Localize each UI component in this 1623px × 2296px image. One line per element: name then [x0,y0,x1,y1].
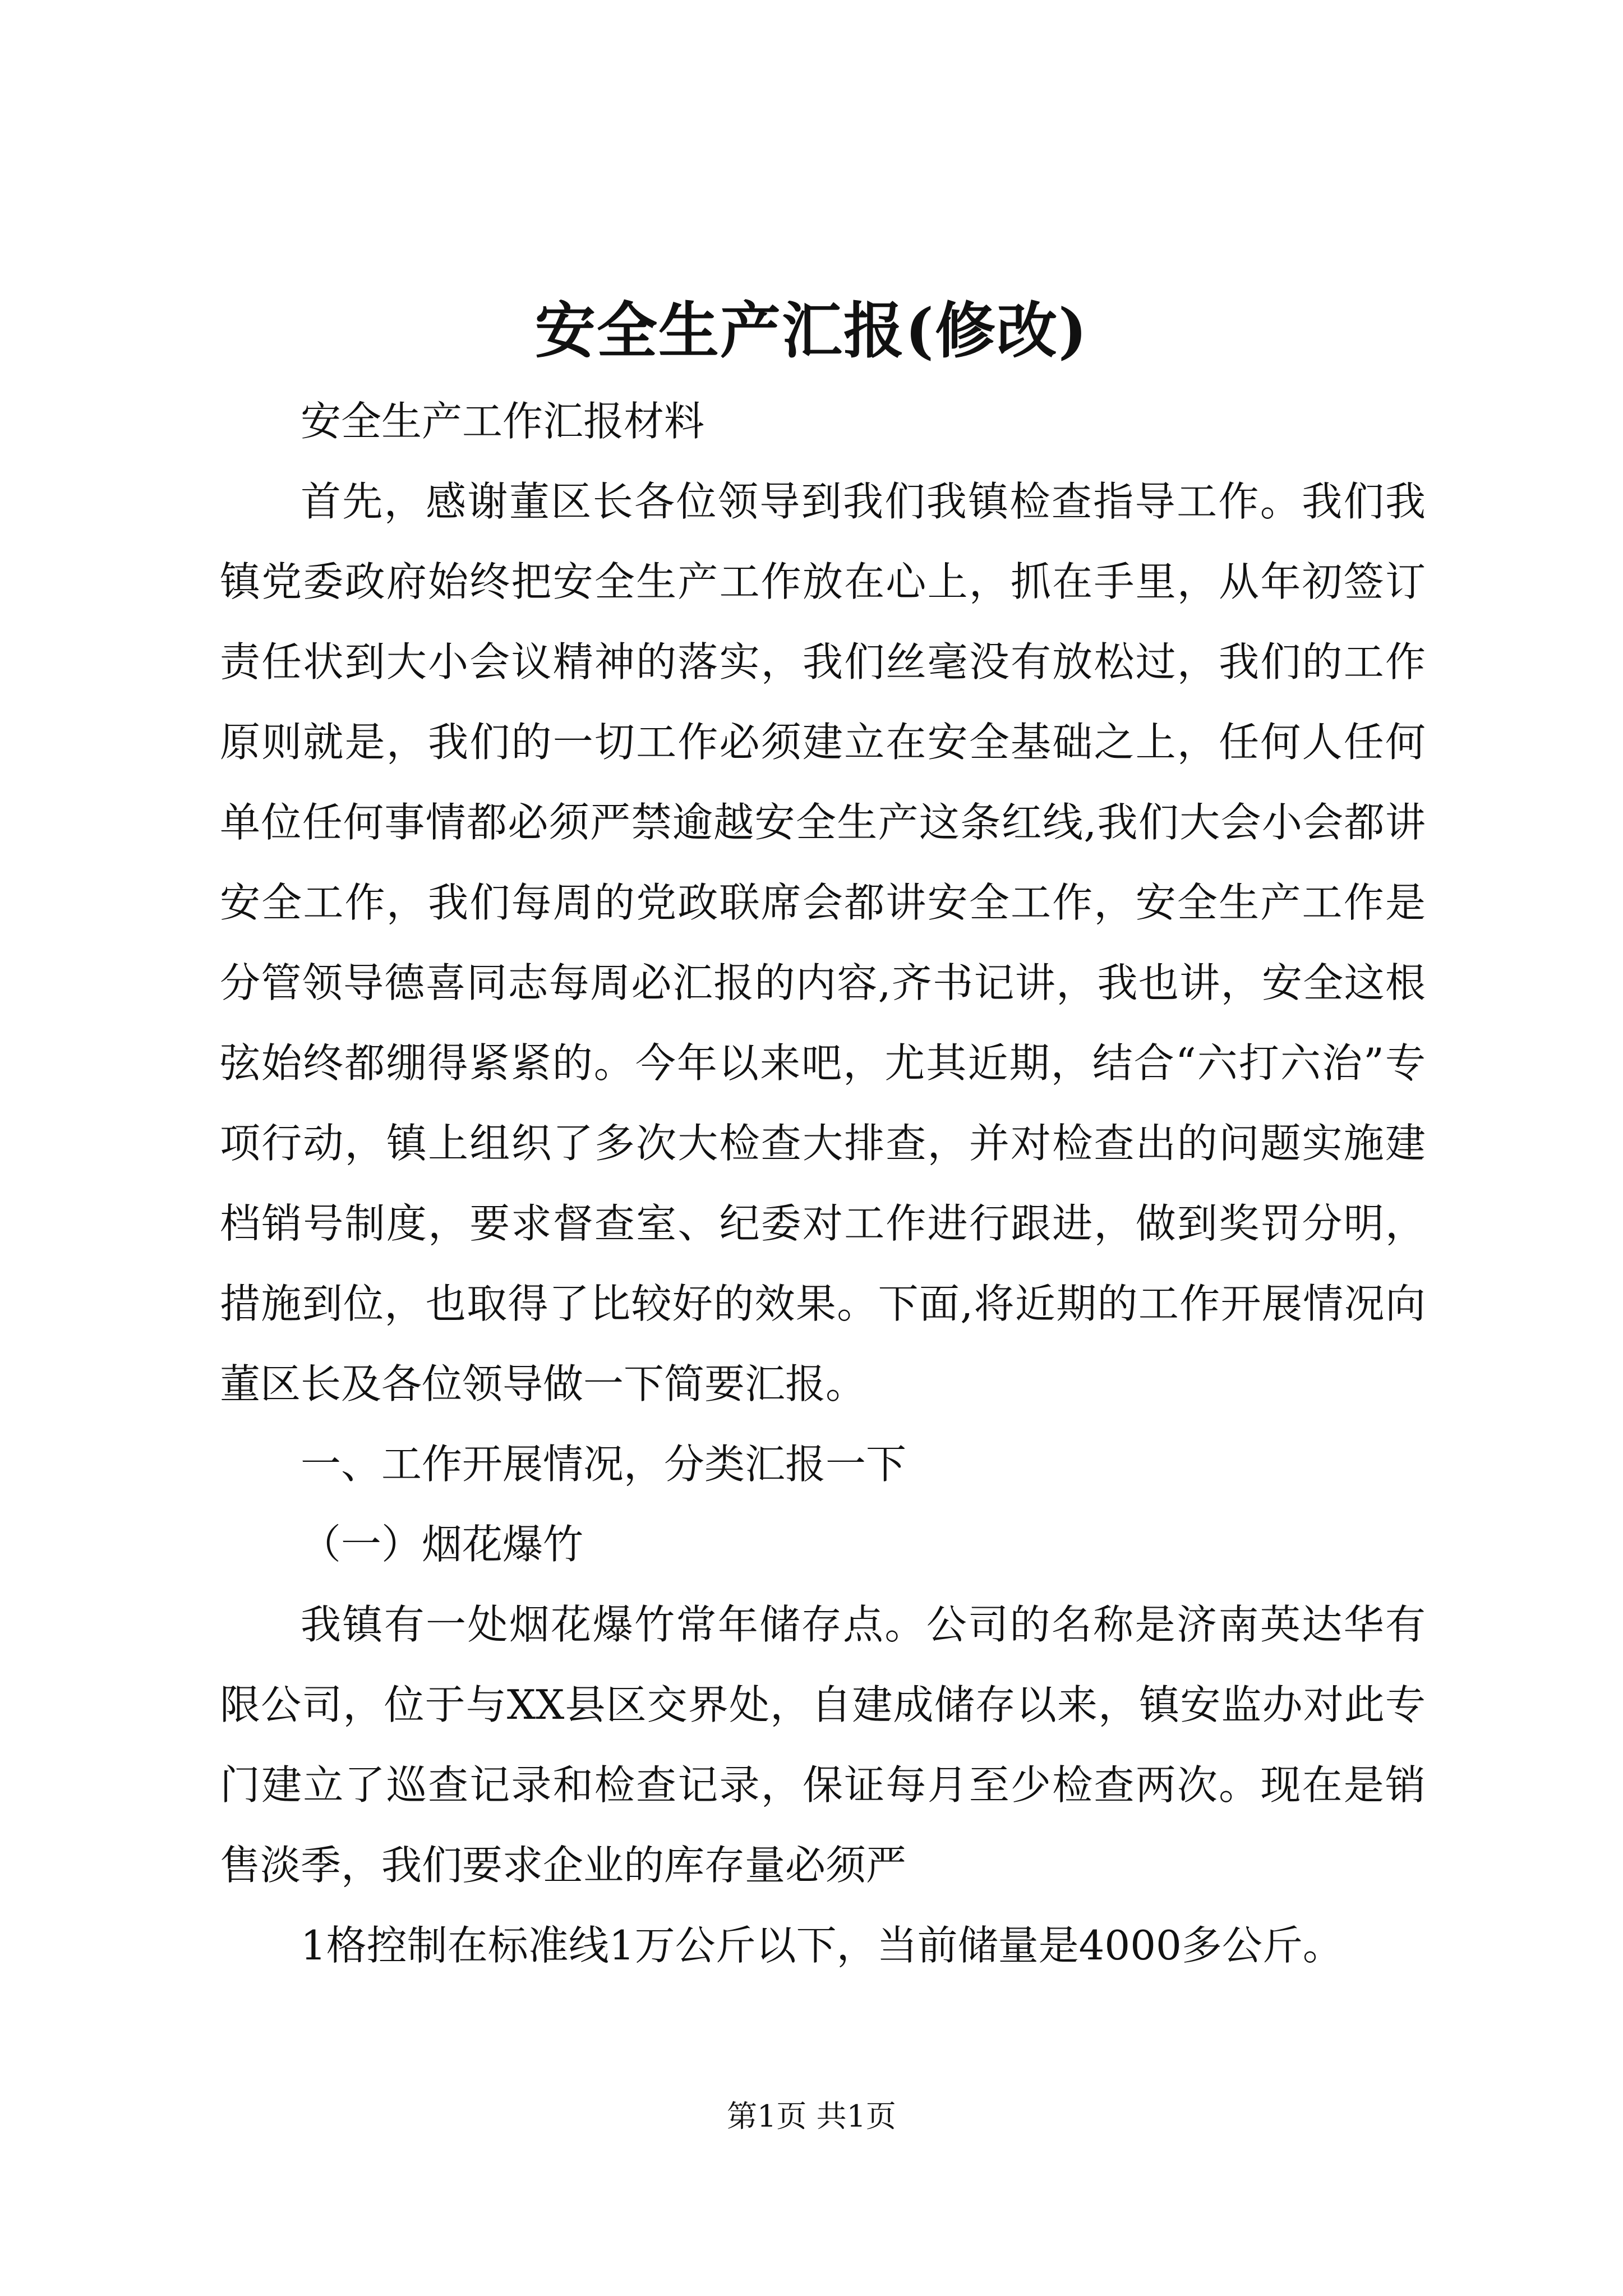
page-footer: 第1页 共1页 [727,2099,896,2134]
subsection-heading: （一）烟花爆竹 [301,1521,584,1568]
document-title: 安全生产汇报(修改) [534,296,1089,366]
paragraph-storage: 1格控制在标准线1万公斤以下，当前储量是4000多公斤。 [301,1922,1343,1969]
document-body [220,381,1426,1986]
paragraph-fireworks: 我镇有一处烟花爆竹常年储存点。公司的名称是济南英达华有限公司，位于与XX县区交界处，自建成储存以来，镇安监办对此专门建立了巡查记录和检查记录，保证每月至少检查两次。现在是销售淡季，我们要求企业的库存量必须严 [220,1601,1426,1889]
paragraph-subtitle: 安全生产工作汇报材料 [301,398,705,445]
paragraph-intro: 首先，感谢董区长各位领导到我们我镇检查指导工作。我们我镇党委政府始终把安全生产工作放在心上，抓在手里，从年初签订责任状到大小会议精神的落实，我们丝毫没有放松过，我们的工作原则就是，我们的一切工作必须建立在安全基础之上，任何人任何单位任何事情都必须严禁逾越安全生产这条红线,我们大会小会都讲安全工作，我们每周的党政联席会都讲安全工作，安全生产工作是分管领导德喜同志每周必汇报的内容,齐书记讲，我也讲，安全这根弦始终都绷得紧紧的。今年以来吧，尤其近期，结合“六打六治”专项行动，镇上组织了多次大检查大排查，并对检查出的问题实施建档销号制度，要求督查室、纪委对工作进行跟进，做到奖罚分明，措施到位，也取得了比较好的效果。下面,将近期的工作开展情况向董区长及各位领导做一下简要汇报。 [220,478,1426,1407]
section-heading: 一、工作开展情况，分类汇报一下 [301,1441,907,1488]
